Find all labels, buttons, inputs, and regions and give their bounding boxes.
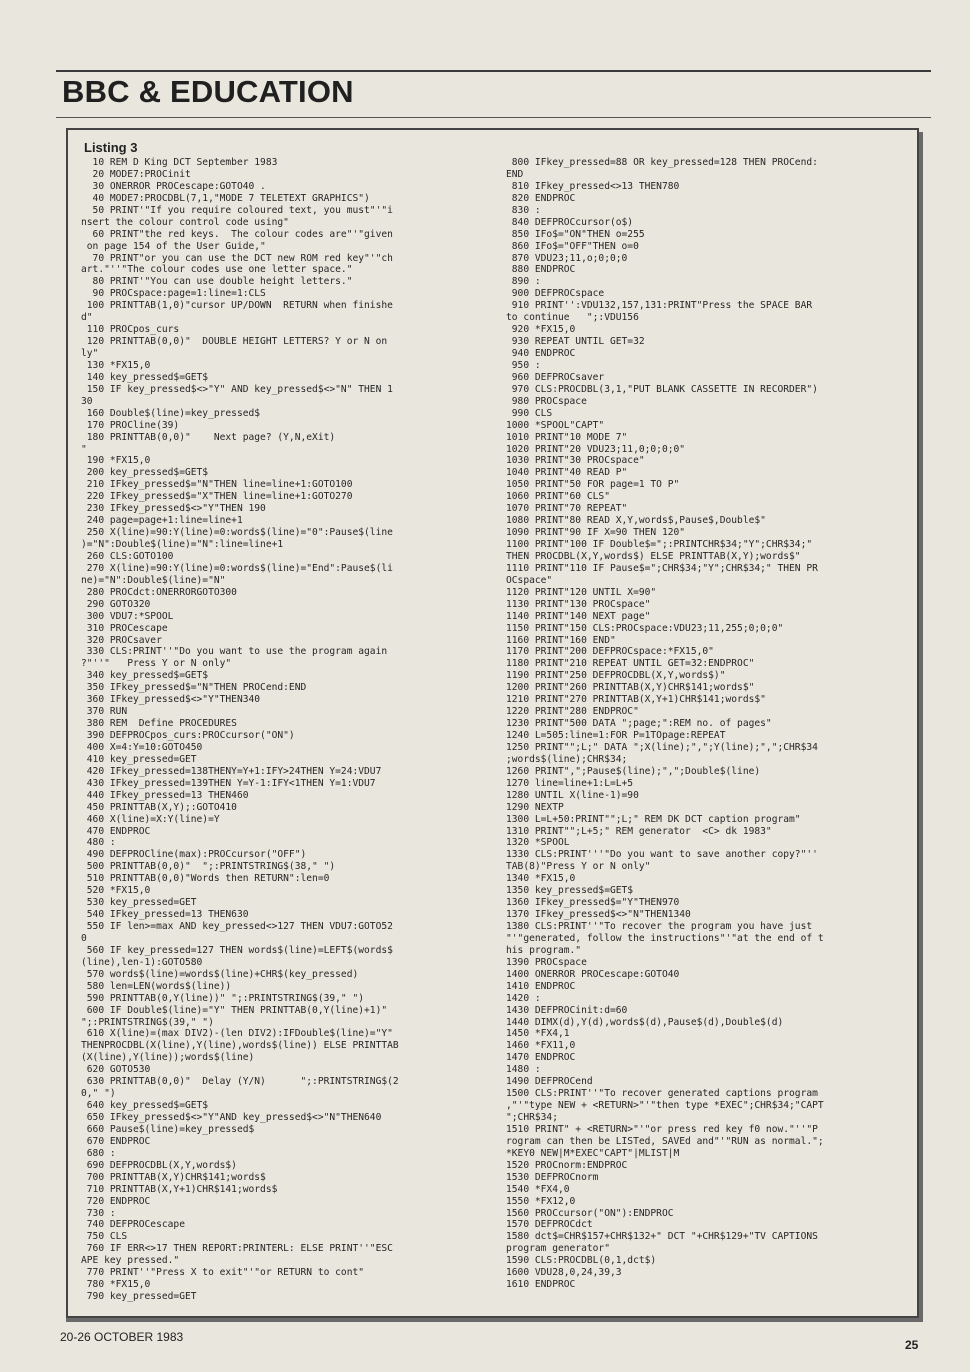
code-line: 100 PRINTTAB(1,0)"cursor UP/DOWN RETURN when finishe: [81, 300, 393, 312]
code-line: 970 CLS:PROCDBL(3,1,"PUT BLANK CASSETTE IN RECORDER"): [506, 383, 818, 395]
code-line: 300 VDU7:*SPOOL: [81, 610, 174, 622]
code-line: 580 len=LEN(words$(line)): [81, 980, 232, 992]
code-line: 1010 PRINT"10 MODE 7": [506, 431, 628, 443]
code-line: 500 PRINTTAB(0,0)" ";:PRINTSTRING$(38," "): [81, 861, 336, 873]
code-line: 1200 PRINT"260 PRINTTAB(X,Y)CHR$141;words$": [506, 682, 755, 694]
code-line: 420 IFkey_pressed=138THENY=Y+1:IFY>24THEN Y=24:VDU7: [81, 765, 382, 777]
code-line: 1340 *FX15,0: [506, 873, 576, 885]
footer-date: 20-26 OCTOBER 1983: [60, 1330, 184, 1344]
code-line: 1280 UNTIL X(line-1)=90: [506, 789, 639, 801]
code-line: 150 IF key_pressed$<>"Y" AND key_pressed$<>"N" THEN 1: [81, 383, 393, 395]
code-line: 140 key_pressed$=GET$: [81, 371, 209, 383]
code-line: 1170 PRINT"200 DEFPROCspace:*FX15,0": [506, 646, 714, 658]
code-line: 730 :: [81, 1207, 116, 1219]
code-line: 1450 *FX4,1: [506, 1028, 570, 1040]
code-line: 460 X(line)=X:Y(line)=Y: [81, 813, 220, 825]
code-line: 10 REM D King DCT September 1983: [81, 157, 278, 168]
code-line: 1110 PRINT"110 IF Pause$=";CHR$34;"Y";CHR$34;" THEN PR: [506, 562, 818, 574]
code-line: 750 CLS: [81, 1231, 128, 1243]
code-line: 370 RUN: [81, 706, 128, 718]
code-line: 780 *FX15,0: [81, 1279, 151, 1291]
code-line: 560 IF key_pressed=127 THEN words$(line)=LEFT$(words$: [81, 944, 393, 956]
code-line: 850 IFo$="ON"THEN o=255: [506, 228, 645, 240]
code-line: 330 CLS:PRINT''"Do you want to use the program again: [81, 646, 388, 658]
listing-title: Listing 3: [84, 140, 138, 155]
code-line: 1480 :: [506, 1064, 541, 1076]
code-line: 800 IFkey_pressed=88 OR key_pressed=128 THEN PROCend:: [506, 157, 818, 168]
code-line: 1080 PRINT"80 READ X,Y,words$,Pause$,Double$": [506, 515, 766, 527]
code-line: 820 ENDPROC: [506, 192, 576, 204]
code-line: 1610 ENDPROC: [506, 1279, 576, 1291]
code-line: 690 DEFPROCDBL(X,Y,words$): [81, 1159, 237, 1171]
code-line: 920 *FX15,0: [506, 324, 576, 336]
code-line: 1350 key_pressed$=GET$: [506, 885, 634, 897]
headline-rule: [56, 117, 931, 118]
section-title: BBC & EDUCATION: [62, 74, 354, 109]
code-line: 790 key_pressed=GET: [81, 1291, 197, 1303]
code-line: THEN PROCDBL(X,Y,words$) ELSE PRINTTAB(X,Y);words$": [506, 550, 801, 562]
code-line: 1120 PRINT"120 UNTIL X=90": [506, 586, 657, 598]
code-line: 1290 NEXTP: [506, 801, 564, 813]
code-line: 1000 *SPOOL"CAPT": [506, 419, 605, 431]
code-line: 900 DEFPROCspace: [506, 288, 605, 300]
code-line: 1550 *FX12,0: [506, 1195, 576, 1207]
code-line: 120 PRINTTAB(0,0)" DOUBLE HEIGHT LETTERS? Y or N on: [81, 336, 388, 348]
code-line: 630 PRINTTAB(0,0)" Delay (Y/N) ";:PRINTSTRING$(2: [81, 1076, 399, 1088]
code-line: 230 IFkey_pressed$<>"Y"THEN 190: [81, 503, 266, 515]
code-line: 170 PROCline(39): [81, 419, 180, 431]
code-line: 0," "): [81, 1088, 116, 1100]
code-line: 1320 *SPOOL: [506, 837, 570, 849]
code-line: 620 GOTO530: [81, 1064, 151, 1076]
code-line: 650 IFkey_pressed$<>"Y"AND key_pressed$<>"N"THEN640: [81, 1112, 382, 1123]
code-line: 360 IFkey_pressed$<>"Y"THEN340: [81, 694, 261, 706]
code-line: 1440 DIMX(d),Y(d),words$(d),Pause$(d),Double$(d): [506, 1016, 784, 1028]
code-line: 1300 L=L+50:PRINT"";L;" REM DK DCT caption program": [506, 813, 801, 825]
code-line: 930 REPEAT UNTIL GET=32: [506, 336, 645, 348]
code-line: 1040 PRINT"40 READ P": [506, 467, 628, 479]
code-line: (X(line),Y(line));words$(line): [81, 1052, 255, 1064]
code-line: 1060 PRINT"60 CLS": [506, 491, 610, 503]
code-line: 670 ENDPROC: [81, 1135, 151, 1147]
code-line: 400 X=4:Y=10:GOTO450: [81, 741, 203, 753]
code-line: 1490 DEFPROCend: [506, 1076, 593, 1088]
code-line: 770 PRINT''"Press X to exit"'"or RETURN to cont": [81, 1267, 365, 1279]
code-line: 950 :: [506, 359, 541, 371]
code-line: 1460 *FX11,0: [506, 1040, 576, 1052]
code-line: 50 PRINT'"If you require coloured text, you must"'"i: [81, 204, 393, 216]
code-line: ";:PRINTSTRING$(39," "): [81, 1016, 214, 1028]
code-line: 590 PRINTTAB(0,Y(line))" ";:PRINTSTRING$(39," "): [81, 992, 365, 1004]
code-line: 190 *FX15,0: [81, 455, 151, 467]
code-line: 250 X(line)=90:Y(line)=0:words$(line)="0":Pause$(line: [81, 527, 393, 539]
code-line: d": [81, 312, 93, 324]
code-line: ": [81, 443, 87, 455]
code-line: 30 ONERROR PROCescape:GOTO40 .: [81, 180, 266, 192]
code-line: 210 IFkey_pressed$="N"THEN line=line+1:GOTO100: [81, 479, 353, 491]
code-line: 890 :: [506, 276, 541, 288]
code-line: (line),len-1):GOTO580: [81, 956, 203, 968]
code-line: 0: [81, 932, 87, 944]
code-line: 1530 DEFPROCnorm: [506, 1171, 599, 1183]
code-line: THENPROCDBL(X(line),Y(line),words$(line)) ELSE PRINTTAB: [81, 1040, 399, 1052]
code-line: 490 DEFPROCline(max):PROCcursor("OFF"): [81, 849, 307, 861]
code-line: 270 X(line)=90:Y(line)=0:words$(line)="End":Pause$(li: [81, 562, 393, 574]
code-line: APE key pressed.": [81, 1255, 180, 1267]
code-line: )="N":Double$(line)="N":line=line+1: [81, 539, 284, 550]
listing-box-shadow-right: [919, 132, 923, 1322]
code-line: OCspace": [506, 574, 553, 586]
code-line: 960 DEFPROCsaver: [506, 371, 605, 383]
code-line: 640 key_pressed$=GET$: [81, 1100, 209, 1112]
code-line: 1070 PRINT"70 REPEAT": [506, 503, 628, 515]
code-line: 720 ENDPROC: [81, 1195, 151, 1207]
code-line: 1560 PROCcursor("ON"):ENDPROC: [506, 1207, 674, 1219]
code-line: 260 CLS:GOTO100: [81, 550, 174, 562]
code-line: 1520 PROCnorm:ENDPROC: [506, 1159, 628, 1171]
code-line: 1020 PRINT"20 VDU23;11,0;0;0;0": [506, 443, 686, 455]
listing-box-shadow-bottom: [66, 1318, 919, 1322]
code-line: 1130 PRINT"130 PROCspace": [506, 598, 651, 610]
code-line: 1250 PRINT"";L;" DATA ";X(line);",";Y(line);",";CHR$34: [506, 741, 818, 753]
code-line: ;words$(line);CHR$34;: [506, 753, 628, 765]
code-line: 540 IFkey_pressed=13 THEN630: [81, 909, 249, 921]
code-line: TAB(8)"Press Y or N only": [506, 861, 651, 873]
code-line: 1570 DEFPROCdct: [506, 1219, 593, 1231]
code-line: 1090 PRINT"90 IF X=90 THEN 120": [506, 527, 686, 539]
code-line: 1150 PRINT"150 CLS:PROCspace:VDU23;11,255;0;0;0": [506, 622, 784, 634]
code-line: 550 IF len>=max AND key_pressed<>127 THEN VDU7:GOTO52: [81, 921, 393, 932]
code-line: 830 :: [506, 204, 541, 216]
code-line: "'"generated, follow the instructions"'"at the end of t: [506, 932, 824, 944]
code-line: 410 key_pressed=GET: [81, 753, 197, 765]
page-number: 25: [905, 1338, 919, 1352]
code-line: 1540 *FX4,0: [506, 1183, 570, 1195]
code-line: 1360 IFkey_pressed$="Y"THEN970: [506, 897, 680, 909]
top-rule: [56, 70, 931, 72]
code-line: 290 GOTO320: [81, 598, 151, 610]
code-line: art."''"The colour codes use one letter space.": [81, 264, 353, 276]
code-line: 220 IFkey_pressed$="X"THEN line=line+1:GOTO270: [81, 491, 353, 503]
code-line: 1190 PRINT"250 DEFPROCDBL(X,Y,words$)": [506, 670, 726, 682]
code-line: 200 key_pressed$=GET$: [81, 467, 209, 479]
code-line: 1240 L=505:line=1:FOR P=1TOpage:REPEAT: [506, 730, 726, 741]
code-line: 310 PROCescape: [81, 622, 168, 634]
code-line: ";CHR$34;: [506, 1112, 558, 1123]
code-line: 1370 IFkey_pressed$<>"N"THEN1340: [506, 909, 691, 921]
code-line: 340 key_pressed$=GET$: [81, 670, 209, 682]
code-line: 660 Pause$(line)=key_pressed$: [81, 1123, 255, 1135]
code-line: 1420 :: [506, 992, 541, 1004]
code-line: 700 PRINTTAB(X,Y)CHR$141;words$: [81, 1171, 266, 1183]
code-line: 810 IFkey_pressed<>13 THEN780: [506, 180, 680, 192]
code-line: nsert the colour control code using": [81, 216, 289, 228]
code-line: to continue ";:VDU156: [506, 312, 639, 324]
code-line: 870 VDU23;11,o;0;0;0: [506, 252, 628, 264]
code-line: 1470 ENDPROC: [506, 1052, 576, 1064]
code-line: 110 PROCpos_curs: [81, 324, 180, 336]
code-line: 440 IFkey_pressed=13 THEN460: [81, 789, 249, 801]
code-line: ?"''" Press Y or N only": [81, 658, 232, 670]
code-line: 1100 PRINT"100 IF Double$=";:PRINTCHR$34;"Y";CHR$34;": [506, 539, 813, 550]
code-line: 1410 ENDPROC: [506, 980, 576, 992]
code-line: 1380 CLS:PRINT''"To recover the program you have just: [506, 921, 813, 932]
code-line: ne)="N":Double$(line)="N": [81, 574, 226, 586]
code-line: 480 :: [81, 837, 116, 849]
code-line: 430 IFkey_pressed=139THEN Y=Y-1:IFY<1THEN Y=1:VDU7: [81, 777, 376, 789]
code-line: 680 :: [81, 1147, 116, 1159]
code-line: 70 PRINT"or you can use the DCT new ROM red key"'"ch: [81, 252, 393, 264]
code-line: 1500 CLS:PRINT''"To recover generated captions program: [506, 1088, 818, 1100]
code-line: 180 PRINTTAB(0,0)" Next page? (Y,N,eXit): [81, 431, 336, 443]
code-line: 60 PRINT"the red keys. The colour codes are"'"given: [81, 228, 393, 240]
code-line: 130 *FX15,0: [81, 359, 151, 371]
code-line: 1590 CLS:PROCDBL(0,1,dct$): [506, 1255, 657, 1267]
code-line: 610 X(line)=(max DIV2)-(len DIV2):IFDouble$(line)="Y": [81, 1028, 393, 1040]
code-line: 1510 PRINT" + <RETURN>"'"or press red key f0 now."''"P: [506, 1123, 818, 1135]
code-line: 570 words$(line)=words$(line)+CHR$(key_pressed): [81, 968, 359, 980]
code-line: 1230 PRINT"500 DATA ";page;":REM no. of pages": [506, 718, 772, 730]
code-line: 520 *FX15,0: [81, 885, 151, 897]
code-line: 1270 line=line+1:L=L+5: [506, 777, 634, 789]
code-line: 990 CLS: [506, 407, 553, 419]
code-line: 940 ENDPROC: [506, 348, 576, 359]
code-line: 390 DEFPROCpos_curs:PROCcursor("ON"): [81, 730, 295, 741]
code-line: 240 page=page+1:line=line+1: [81, 515, 243, 527]
code-line: 1310 PRINT"";L+5;" REM generator <C> dk 1983": [506, 825, 772, 837]
code-line: 80 PRINT'"You can use double height letters.": [81, 276, 353, 288]
code-line: END: [506, 168, 524, 180]
code-line: 40 MODE7:PROCDBL(7,1,"MODE 7 TELETEXT GRAPHICS"): [81, 192, 370, 204]
code-line: 1030 PRINT"30 PROCspace": [506, 455, 645, 467]
code-line: his program.": [506, 944, 582, 956]
code-line: 600 IF Double$(line)="Y" THEN PRINTTAB(0,Y(line)+1)": [81, 1004, 388, 1016]
code-line: 470 ENDPROC: [81, 825, 151, 837]
code-line: 740 DEFPROCescape: [81, 1219, 185, 1231]
code-line: 1180 PRINT"210 REPEAT UNTIL GET=32:ENDPROC": [506, 658, 755, 670]
code-line: 880 ENDPROC: [506, 264, 576, 276]
code-line: 710 PRINTTAB(X,Y+1)CHR$141;words$: [81, 1183, 278, 1195]
code-line: 30: [81, 395, 93, 407]
code-line: 320 PROCsaver: [81, 634, 162, 646]
code-line: 1140 PRINT"140 NEXT page": [506, 610, 651, 622]
code-line: 860 IFo$="OFF"THEN o=0: [506, 240, 639, 252]
code-line: 20 MODE7:PROCinit: [81, 168, 191, 180]
code-line: 380 REM Define PROCEDURES: [81, 718, 237, 730]
code-line: 1390 PROCspace: [506, 956, 587, 968]
code-line: 980 PROCspace: [506, 395, 587, 407]
code-line: 1430 DEFPROCinit:d=60: [506, 1004, 628, 1016]
code-line: *KEY0 NEW|M*EXEC"CAPT"|MLIST|M: [506, 1147, 680, 1159]
code-line: 530 key_pressed=GET: [81, 897, 197, 909]
code-line: 1330 CLS:PRINT'''"Do you want to save another copy?"'': [506, 849, 818, 861]
code-line: 1580 dct$=CHR$157+CHR$132+" DCT "+CHR$129+"TV CAPTIONS: [506, 1231, 818, 1243]
code-line: 1050 PRINT"50 FOR page=1 TO P": [506, 479, 680, 491]
code-line: 510 PRINTTAB(0,0)"Words then RETURN":len=0: [81, 873, 330, 885]
code-line: 1160 PRINT"160 END": [506, 634, 616, 646]
code-line: 910 PRINT'':VDU132,157,131:PRINT"Press the SPACE BAR: [506, 300, 813, 312]
code-line: rogram can then be LISTed, SAVEd and"'"RUN as normal.";: [506, 1135, 824, 1147]
code-line: 760 IF ERR<>17 THEN REPORT:PRINTERL: ELSE PRINT''"ESC: [81, 1243, 393, 1255]
code-line: 90 PROCspace:page=1:line=1:CLS: [81, 288, 266, 300]
code-line: 1260 PRINT",";Pause$(line);",";Double$(line): [506, 765, 761, 777]
code-line: 1220 PRINT"280 ENDPROC": [506, 706, 639, 718]
code-line: 1210 PRINT"270 PRINTTAB(X,Y+1)CHR$141;words$": [506, 694, 766, 706]
code-line: 1400 ONERROR PROCescape:GOTO40: [506, 968, 680, 980]
code-line: on page 154 of the User Guide,": [81, 240, 266, 252]
code-line: 350 IFkey_pressed$="N"THEN PROCend:END: [81, 682, 307, 694]
code-line: 1600 VDU28,0,24,39,3: [506, 1267, 622, 1279]
code-line: 280 PROCdct:ONERRORGOTO300: [81, 586, 237, 598]
code-line: 450 PRINTTAB(X,Y);:GOTO410: [81, 801, 237, 813]
code-line: 160 Double$(line)=key_pressed$: [81, 407, 261, 419]
code-column-right: [506, 157, 911, 1291]
code-line: ,"'"type NEW + <RETURN>"'"then type *EXEC";CHR$34;"CAPT: [506, 1100, 824, 1112]
code-line: program generator": [506, 1243, 610, 1255]
code-line: ly": [81, 348, 99, 359]
code-line: 840 DEFPROCcursor(o$): [506, 216, 634, 228]
code-column-left: [81, 157, 481, 1303]
